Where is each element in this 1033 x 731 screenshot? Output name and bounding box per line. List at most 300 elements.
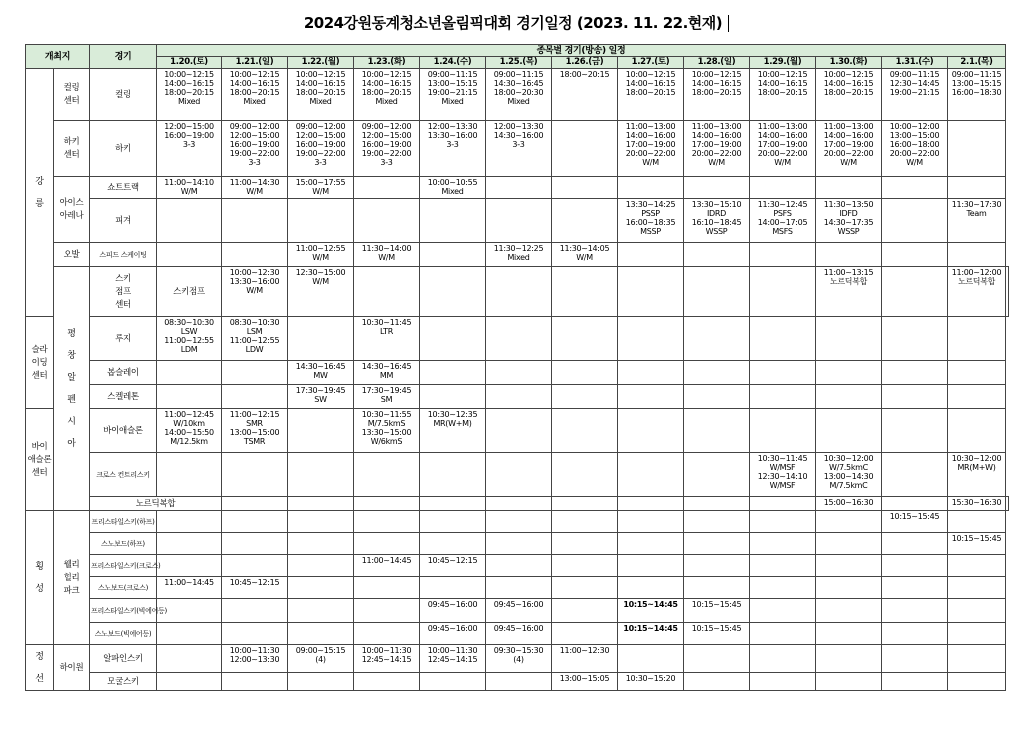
table-row xyxy=(26,577,1009,599)
table-row xyxy=(26,121,1009,177)
schedule-cell xyxy=(552,555,618,577)
table-row xyxy=(26,243,1009,267)
schedule-cell xyxy=(618,361,684,385)
schedule-cell xyxy=(750,385,816,409)
schedule-cell: 11:00~13:00 14:00~16:00 17:00~19:00 20:00~22:00 W/M xyxy=(750,121,816,177)
schedule-cell xyxy=(486,533,552,555)
schedule-cell: 10:45~12:15 xyxy=(420,555,486,577)
schedule-cell: 13:30~15:10 IDRD 16:10~18:45 WSSP xyxy=(684,199,750,243)
schedule-cell: 10:15~15:45 xyxy=(882,511,948,533)
schedule-cell xyxy=(948,673,1006,691)
date-header: 1.31.(수) xyxy=(882,57,948,69)
schedule-cell: 09:30~15:30 (4) xyxy=(486,645,552,673)
schedule-cell xyxy=(816,409,882,453)
schedule-cell xyxy=(222,673,288,691)
schedule-cell xyxy=(684,385,750,409)
schedule-cell xyxy=(552,385,618,409)
schedule-cell xyxy=(486,511,552,533)
schedule-cell: 10:00~12:15 14:00~16:15 18:00~20:15 Mixed xyxy=(157,69,222,121)
schedule-cell xyxy=(750,555,816,577)
schedule-cell xyxy=(222,199,288,243)
schedule-cell: 10:00~12:15 14:00~16:15 18:00~20:15 xyxy=(750,69,816,121)
schedule-cell xyxy=(222,497,288,511)
schedule-cell xyxy=(816,555,882,577)
schedule-cell xyxy=(288,453,354,497)
event-cell: 알파인스키 xyxy=(90,645,157,673)
event-cell: 컬링 xyxy=(90,69,157,121)
schedule-cell xyxy=(948,577,1006,599)
schedule-cell xyxy=(948,511,1006,533)
schedule-cell xyxy=(486,673,552,691)
schedule-cell xyxy=(750,673,816,691)
schedule-cell xyxy=(882,267,948,317)
schedule-cell xyxy=(1006,497,1009,511)
schedule-cell: 10:15~15:45 xyxy=(684,599,750,623)
schedule-cell xyxy=(222,555,288,577)
schedule-cell xyxy=(486,317,552,361)
table-row xyxy=(26,267,1009,317)
schedule-cell: 14:30~16:45 MW xyxy=(288,361,354,385)
schedule-cell: 09:00~11:15 13:00~15:15 16:00~18:30 xyxy=(948,69,1006,121)
schedule-cell xyxy=(288,623,354,645)
schedule-cell: 10:00~11:30 12:00~13:30 xyxy=(222,645,288,673)
schedule-cell xyxy=(816,511,882,533)
schedule-cell: 11:00~12:30 xyxy=(552,645,618,673)
schedule-cell xyxy=(420,673,486,691)
schedule-cell xyxy=(750,645,816,673)
schedule-cell xyxy=(552,623,618,645)
schedule-cell: 17:30~19:45 SW xyxy=(288,385,354,409)
schedule-cell xyxy=(750,577,816,599)
table-row xyxy=(26,409,1009,453)
schedule-cell: 10:30~11:55 M/7.5kmS 13:30~15:00 W/6kmS xyxy=(354,409,420,453)
table-row xyxy=(26,623,1009,645)
schedule-cell xyxy=(948,599,1006,623)
text-cursor xyxy=(728,15,729,32)
schedule-cell xyxy=(618,317,684,361)
schedule-cell xyxy=(486,177,552,199)
schedule-cell xyxy=(288,497,354,511)
schedule-cell xyxy=(420,385,486,409)
schedule-cell xyxy=(750,511,816,533)
schedule-cell xyxy=(882,623,948,645)
schedule-cell xyxy=(420,243,486,267)
schedule-cell: 10:00~12:30 13:30~16:00 W/M xyxy=(222,267,288,317)
schedule-cell xyxy=(750,533,816,555)
schedule-cell xyxy=(750,243,816,267)
schedule-cell: 15:30~16:30 xyxy=(948,497,1006,511)
schedule-cell xyxy=(750,267,816,317)
table-row xyxy=(26,645,1009,673)
schedule-cell xyxy=(552,121,618,177)
schedule-cell xyxy=(420,497,486,511)
schedule-cell xyxy=(816,623,882,645)
schedule-cell xyxy=(618,645,684,673)
schedule-cell xyxy=(157,623,222,645)
schedule-cell xyxy=(618,555,684,577)
venue-cell: 바이 애슬론 센터 xyxy=(26,409,54,511)
venue-cell: 슬라 이딩 센터 xyxy=(26,317,54,409)
schedule-cell xyxy=(552,533,618,555)
schedule-cell: 10:15~14:45 xyxy=(618,623,684,645)
schedule-cell xyxy=(552,409,618,453)
venue-cell: 하키 센터 xyxy=(54,121,90,177)
schedule-cell xyxy=(354,673,420,691)
schedule-cell xyxy=(222,511,288,533)
schedule-cell xyxy=(750,599,816,623)
schedule-cell: 15:00~16:30 xyxy=(816,497,882,511)
schedule-table xyxy=(25,44,1009,691)
schedule-cell xyxy=(157,645,222,673)
event-cell: 프리스타일스키(빅에어등) xyxy=(90,599,157,623)
schedule-cell xyxy=(750,177,816,199)
schedule-cell xyxy=(552,577,618,599)
schedule-cell: 09:00~12:00 12:00~15:00 16:00~19:00 19:00~22:00 3-3 xyxy=(354,121,420,177)
schedule-cell: 13:30~14:25 PSSP 16:00~18:35 MSSP xyxy=(618,199,684,243)
schedule-cell xyxy=(816,533,882,555)
table-row xyxy=(26,511,1009,533)
schedule-cell xyxy=(684,673,750,691)
schedule-cell xyxy=(420,533,486,555)
event-cell: 스피드 스케이팅 xyxy=(90,243,157,267)
schedule-cell xyxy=(948,555,1006,577)
schedule-cell xyxy=(882,199,948,243)
event-cell: 크로스 컨트리스키 xyxy=(90,453,157,497)
schedule-cell xyxy=(486,497,552,511)
schedule-cell xyxy=(816,599,882,623)
schedule-cell: 11:00~14:10 W/M xyxy=(157,177,222,199)
schedule-cell xyxy=(882,599,948,623)
schedule-cell xyxy=(486,361,552,385)
event-cell: 쇼트트랙 xyxy=(90,177,157,199)
schedule-cell: 10:45~12:15 xyxy=(222,577,288,599)
schedule-cell xyxy=(222,361,288,385)
schedule-cell xyxy=(288,555,354,577)
schedule-cell xyxy=(354,511,420,533)
schedule-cell xyxy=(882,555,948,577)
schedule-cell xyxy=(948,623,1006,645)
schedule-cell xyxy=(618,577,684,599)
schedule-cell xyxy=(948,361,1006,385)
table-row xyxy=(26,361,1009,385)
schedule-cell xyxy=(948,177,1006,199)
schedule-cell: 11:00~12:15 SMR 13:00~15:00 TSMR xyxy=(222,409,288,453)
schedule-cell xyxy=(486,453,552,497)
table-row xyxy=(26,673,1009,691)
schedule-cell xyxy=(222,453,288,497)
schedule-cell xyxy=(684,645,750,673)
schedule-cell xyxy=(948,121,1006,177)
event-cell: 스노보드(빅에어등) xyxy=(90,623,157,645)
schedule-cell: 11:30~14:05 W/M xyxy=(552,243,618,267)
schedule-cell: 11:00~13:00 14:00~16:00 17:00~19:00 20:00~22:00 W/M xyxy=(816,121,882,177)
schedule-cell xyxy=(552,317,618,361)
venue-cell: 오발 xyxy=(54,243,90,267)
schedule-cell xyxy=(816,361,882,385)
schedule-cell: 10:15~15:45 xyxy=(684,623,750,645)
date-header: 1.20.(토) xyxy=(157,57,222,69)
schedule-cell xyxy=(486,555,552,577)
date-header: 1.25.(목) xyxy=(486,57,552,69)
schedule-cell: 11:00~12:00 노르딕복합 xyxy=(948,267,1006,317)
schedule-cell xyxy=(288,317,354,361)
table-row xyxy=(26,533,1009,555)
event-cell: 하키 xyxy=(90,121,157,177)
schedule-cell: 09:45~16:00 xyxy=(486,623,552,645)
schedule-cell xyxy=(948,409,1006,453)
schedule-cell: 12:00~13:30 13:30~16:00 3-3 xyxy=(420,121,486,177)
schedule-cell xyxy=(354,599,420,623)
schedule-cell: 11:30~12:45 PSFS 14:00~17:05 MSFS xyxy=(750,199,816,243)
schedule-cell xyxy=(486,409,552,453)
schedule-cell xyxy=(882,409,948,453)
schedule-cell xyxy=(420,453,486,497)
schedule-cell: 10:15~14:45 xyxy=(618,599,684,623)
schedule-cell xyxy=(552,511,618,533)
schedule-cell xyxy=(420,267,486,317)
schedule-cell xyxy=(684,533,750,555)
schedule-cell xyxy=(354,623,420,645)
schedule-cell xyxy=(157,385,222,409)
schedule-cell: 17:30~19:45 SM xyxy=(354,385,420,409)
event-cell: 봅슬레이 xyxy=(90,361,157,385)
schedule-cell xyxy=(157,533,222,555)
schedule-cell: 11:00~14:45 xyxy=(354,555,420,577)
schedule-cell: 15:00~17:55 W/M xyxy=(288,177,354,199)
schedule-cell xyxy=(948,317,1006,361)
schedule-cell xyxy=(288,673,354,691)
schedule-cell xyxy=(157,199,222,243)
schedule-cell xyxy=(222,385,288,409)
schedule-cell xyxy=(882,385,948,409)
date-header: 2.1.(목) xyxy=(948,57,1006,69)
schedule-cell xyxy=(157,555,222,577)
venue-cell: 하이원 xyxy=(54,645,90,691)
schedule-cell xyxy=(684,577,750,599)
schedule-cell xyxy=(882,673,948,691)
schedule-cell xyxy=(552,177,618,199)
page-title: 2024강원동계청소년올림픽대회 경기일정 (2023. 11. 22.현재) xyxy=(0,12,1033,33)
event-cell: 스키점프 xyxy=(157,267,222,317)
schedule-cell xyxy=(684,511,750,533)
schedule-cell xyxy=(816,317,882,361)
schedule-cell: 08:30~10:30 LSW 11:00~12:55 LDM xyxy=(157,317,222,361)
table-row xyxy=(26,317,1009,361)
schedule-cell xyxy=(684,267,750,317)
schedule-cell xyxy=(354,533,420,555)
schedule-cell xyxy=(618,453,684,497)
schedule-cell: 08:30~10:30 LSM 11:00~12:55 LDW xyxy=(222,317,288,361)
schedule-cell xyxy=(486,385,552,409)
schedule-cell xyxy=(750,361,816,385)
schedule-cell xyxy=(618,385,684,409)
table-row xyxy=(26,599,1009,623)
schedule-cell xyxy=(288,599,354,623)
schedule-cell xyxy=(816,177,882,199)
schedule-cell: 11:00~13:00 14:00~16:00 17:00~19:00 20:00~22:00 W/M xyxy=(618,121,684,177)
schedule-cell: 10:00~12:15 14:00~16:15 18:00~20:15 xyxy=(618,69,684,121)
schedule-cell: 10:30~11:45 W/MSF 12:30~14:10 W/MSF xyxy=(750,453,816,497)
schedule-cell xyxy=(750,623,816,645)
schedule-cell xyxy=(420,577,486,599)
schedule-cell: 10:30~11:45 LTR xyxy=(354,317,420,361)
schedule-cell: 11:30~14:00 W/M xyxy=(354,243,420,267)
schedule-cell xyxy=(816,673,882,691)
schedule-cell xyxy=(750,317,816,361)
schedule-cell xyxy=(354,199,420,243)
schedule-cell xyxy=(552,361,618,385)
schedule-cell: 14:30~16:45 MM xyxy=(354,361,420,385)
table-row xyxy=(26,453,1009,497)
schedule-cell xyxy=(288,199,354,243)
schedule-cell: 10:00~12:15 14:00~16:15 18:00~20:15 xyxy=(816,69,882,121)
schedule-cell: 11:00~13:00 14:00~16:00 17:00~19:00 20:00~22:00 W/M xyxy=(684,121,750,177)
schedule-cell xyxy=(420,317,486,361)
event-cell: 루지 xyxy=(90,317,157,361)
schedule-cell xyxy=(552,267,618,317)
schedule-cell xyxy=(420,199,486,243)
schedule-cell xyxy=(1006,267,1009,317)
schedule-cell xyxy=(222,599,288,623)
schedule-cell xyxy=(882,453,948,497)
region-cell: 정 선 xyxy=(26,645,54,691)
schedule-cell: 10:30~15:20 xyxy=(618,673,684,691)
schedule-cell xyxy=(354,497,420,511)
schedule-cell: 09:45~16:00 xyxy=(420,599,486,623)
schedule-cell xyxy=(882,361,948,385)
schedule-cell: 11:30~13:50 IDFD 14:30~17:35 WSSP xyxy=(816,199,882,243)
schedule-cell: 11:00~14:30 W/M xyxy=(222,177,288,199)
event-cell: 프리스타일스키(하프) xyxy=(90,511,157,533)
header-region: 개최지 xyxy=(26,45,90,69)
event-cell: 스노보드(하프) xyxy=(90,533,157,555)
schedule-cell xyxy=(684,177,750,199)
schedule-cell xyxy=(684,243,750,267)
date-header: 1.28.(일) xyxy=(684,57,750,69)
schedule-cell xyxy=(684,453,750,497)
table-row xyxy=(26,177,1009,199)
schedule-cell xyxy=(684,317,750,361)
schedule-cell xyxy=(618,243,684,267)
schedule-cell: 12:00~13:30 14:30~16:00 3-3 xyxy=(486,121,552,177)
schedule-cell xyxy=(157,673,222,691)
schedule-cell xyxy=(486,199,552,243)
schedule-cell xyxy=(684,497,750,511)
schedule-cell xyxy=(222,533,288,555)
schedule-cell: 12:00~15:00 16:00~19:00 3-3 xyxy=(157,121,222,177)
schedule-cell xyxy=(618,511,684,533)
header-schedule: 종목별 경기(방송) 일정 xyxy=(157,45,1006,57)
schedule-cell: 10:00~10:55 Mixed xyxy=(420,177,486,199)
schedule-cell xyxy=(882,645,948,673)
venue-cell: 아이스 아레나 xyxy=(54,177,90,243)
schedule-cell: 09:00~11:15 12:30~14:45 19:00~21:15 xyxy=(882,69,948,121)
schedule-cell: 10:30~12:00 W/7.5kmC 13:00~14:30 M/7.5kmC xyxy=(816,453,882,497)
table-row xyxy=(26,385,1009,409)
schedule-cell xyxy=(288,511,354,533)
region-cell: 강 릉 xyxy=(26,69,54,317)
schedule-cell xyxy=(288,409,354,453)
schedule-cell: 18:00~20:15 xyxy=(552,69,618,121)
schedule-cell xyxy=(948,645,1006,673)
schedule-cell xyxy=(420,361,486,385)
schedule-cell xyxy=(618,177,684,199)
schedule-cell: 10:30~12:00 MR(M+W) xyxy=(948,453,1006,497)
schedule-cell xyxy=(552,599,618,623)
schedule-cell xyxy=(354,177,420,199)
table-row xyxy=(26,199,1009,243)
schedule-cell: 12:30~15:00 W/M xyxy=(288,267,354,317)
schedule-cell xyxy=(552,497,618,511)
schedule-cell xyxy=(222,623,288,645)
schedule-cell: 09:45~16:00 xyxy=(486,599,552,623)
schedule-cell: 10:00~12:15 14:00~16:15 18:00~20:15 xyxy=(684,69,750,121)
schedule-cell xyxy=(222,243,288,267)
table-row xyxy=(26,69,1009,121)
schedule-cell: 10:00~11:30 12:45~14:15 xyxy=(354,645,420,673)
schedule-cell: 09:00~15:15 (4) xyxy=(288,645,354,673)
schedule-cell xyxy=(354,453,420,497)
schedule-cell xyxy=(684,361,750,385)
table-row xyxy=(26,555,1009,577)
schedule-cell xyxy=(816,577,882,599)
date-header: 1.29.(월) xyxy=(750,57,816,69)
schedule-cell xyxy=(354,577,420,599)
schedule-cell: 13:00~15:05 xyxy=(552,673,618,691)
schedule-cell: 11:00~12:45 W/10km 14:00~15:50 M/12.5km xyxy=(157,409,222,453)
schedule-cell: 11:30~12:25 Mixed xyxy=(486,243,552,267)
schedule-cell xyxy=(816,645,882,673)
schedule-cell: 11:00~14:45 xyxy=(157,577,222,599)
schedule-cell: 10:15~15:45 xyxy=(948,533,1006,555)
schedule-cell: 10:00~12:15 14:00~16:15 18:00~20:15 Mixed xyxy=(288,69,354,121)
date-header: 1.21.(일) xyxy=(222,57,288,69)
event-cell: 피겨 xyxy=(90,199,157,243)
schedule-cell: 10:00~12:00 13:00~15:00 16:00~18:00 20:00~22:00 W/M xyxy=(882,121,948,177)
schedule-cell xyxy=(816,385,882,409)
schedule-cell: 09:00~12:00 12:00~15:00 16:00~19:00 19:00~22:00 3-3 xyxy=(288,121,354,177)
venue-cell: 스키 점프 센터 xyxy=(90,267,157,317)
schedule-cell xyxy=(288,577,354,599)
schedule-cell xyxy=(618,267,684,317)
event-cell: 스켈레톤 xyxy=(90,385,157,409)
schedule-cell: 09:00~11:15 13:00~15:15 19:00~21:15 Mixed xyxy=(420,69,486,121)
event-cell: 모굴스키 xyxy=(90,673,157,691)
schedule-cell xyxy=(618,497,684,511)
schedule-cell xyxy=(816,243,882,267)
schedule-cell xyxy=(882,243,948,267)
schedule-cell: 10:30~12:35 MR(W+M) xyxy=(420,409,486,453)
date-header: 1.24.(수) xyxy=(420,57,486,69)
schedule-cell xyxy=(157,453,222,497)
schedule-cell xyxy=(618,409,684,453)
event-cell: 바이애슬론 xyxy=(90,409,157,453)
schedule-cell xyxy=(618,533,684,555)
schedule-cell xyxy=(354,267,420,317)
schedule-cell xyxy=(420,511,486,533)
schedule-cell: 10:00~11:30 12:45~14:15 xyxy=(420,645,486,673)
schedule-cell xyxy=(882,497,948,511)
schedule-cell xyxy=(157,243,222,267)
date-header: 1.23.(화) xyxy=(354,57,420,69)
schedule-cell xyxy=(684,409,750,453)
schedule-cell xyxy=(882,177,948,199)
event-cell: 프리스타일스키(크로스) xyxy=(90,555,157,577)
date-header: 1.30.(화) xyxy=(816,57,882,69)
schedule-cell: 11:30~17:30 Team xyxy=(948,199,1006,243)
event-cell: 스노보드(크로스) xyxy=(90,577,157,599)
schedule-cell xyxy=(750,409,816,453)
